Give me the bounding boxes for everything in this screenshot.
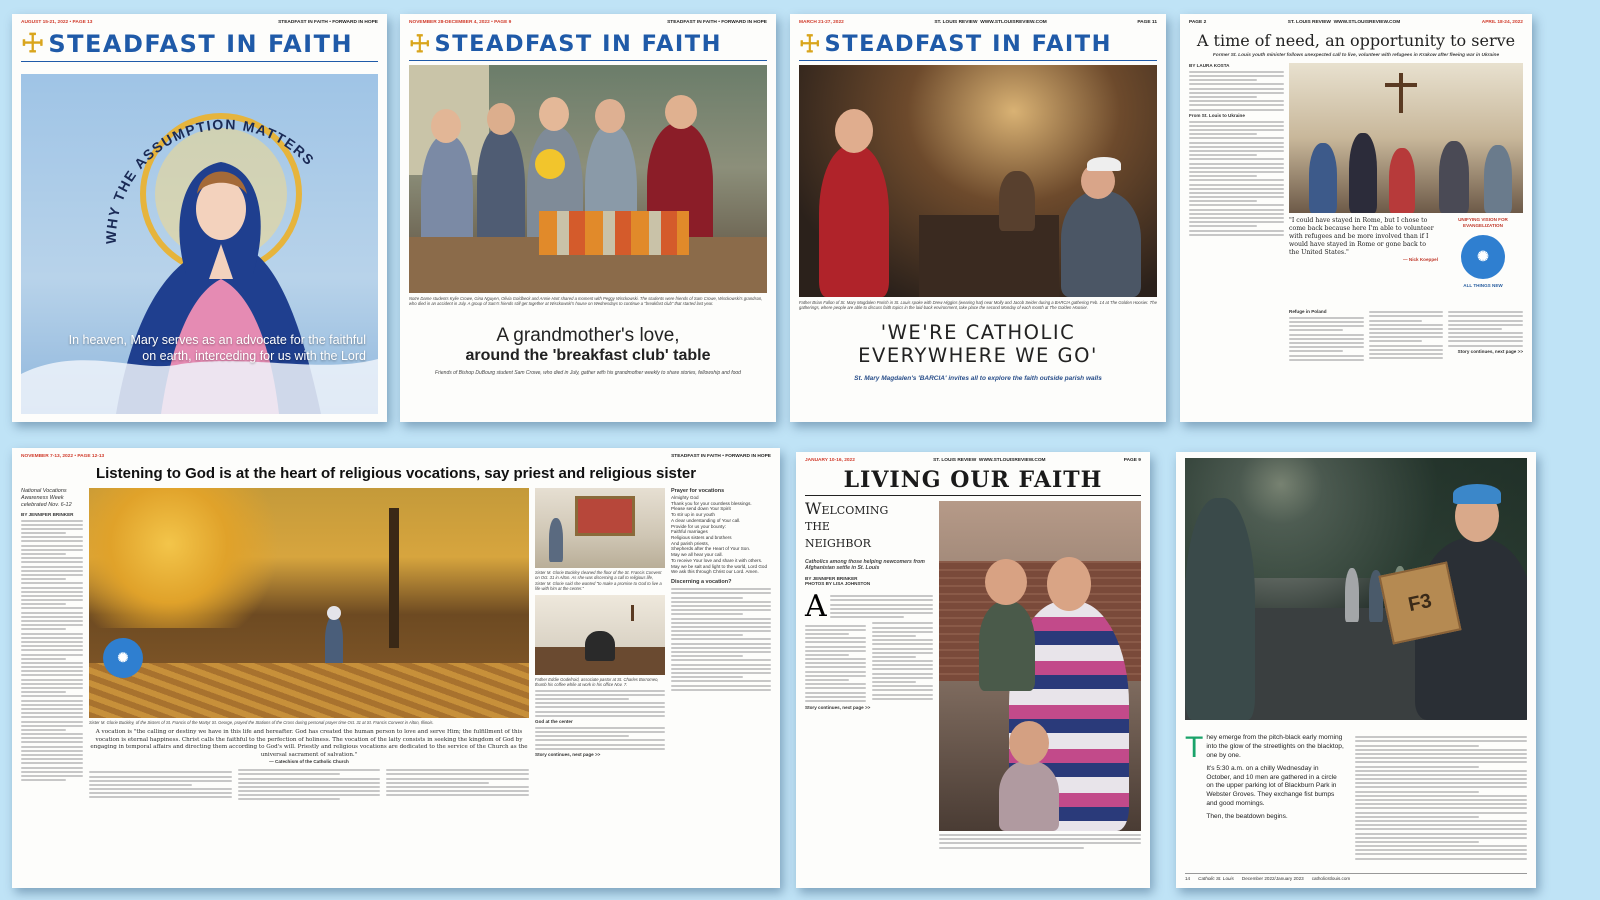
head bbox=[539, 97, 569, 131]
logo-text: ALL THINGS NEW bbox=[1463, 282, 1503, 288]
photo-caption: Father Brian Fallon of St. Mary Magdalen Parish in St. Louis spoke with Drew Higgins (wearing hat) near Molly and Jacob Seider during a BARCIA gathering Feb. 14 at The Golden Hoosier. The gatherings, where people are able to discuss faith topics in the laid-back environment, take place the second Monday of each month at The Golden Hoosier. bbox=[799, 300, 1157, 311]
person-drew-higgins bbox=[1061, 191, 1141, 297]
prayer-line: May we be salt and light to the world, Lord God bbox=[671, 563, 768, 569]
pull-quote-attribution: — Nick Koeppel bbox=[1403, 257, 1438, 263]
subhead: Catholics among those helping newcomers from Afghanistan settle in St. Louis bbox=[805, 558, 925, 572]
lede-paragraph-1: hey emerge from the pitch-black early morning into the glow of the streetlights on the blacktop, one by one. bbox=[1206, 734, 1344, 759]
kicker: National Vocations Awareness Week celebrated Nov. 6-12 bbox=[21, 488, 72, 508]
photo-caption: Sister M. Glorie Buckley cleaned the floor of the St. Francis Convent on Oct. 31 in Alton. As she was discerning a call to religious life, Sister M. Glorie said she wanted "to make a promise to God to live a life with him at the center." bbox=[535, 570, 662, 591]
afghan-family-photo bbox=[939, 501, 1141, 831]
headline-line2: around the 'breakfast club' table bbox=[465, 346, 711, 364]
prayer-line: A clear understanding of Your call. bbox=[671, 517, 741, 523]
subhead: St. Mary Magdalen's 'BARCIA' invites all to explore the faith outside parish walls bbox=[854, 375, 1102, 383]
f3-box: F3 bbox=[1378, 561, 1461, 644]
page-headline: A time of need, an opportunity to serve bbox=[1196, 31, 1516, 50]
section-title-line3: neighbor bbox=[805, 531, 871, 551]
prayer-line: Thank you for your countless blessings. bbox=[671, 500, 752, 506]
paper-name: ST. LOUIS REVIEW bbox=[1287, 20, 1331, 25]
page-number: PAGE 2 bbox=[1189, 20, 1207, 25]
page-headline: Listening to God is at the heart of religious vocations, say priest and religious sister bbox=[95, 465, 697, 482]
section-heading: From St. Louis to Ukraine bbox=[1189, 112, 1245, 118]
subhead: Friends of Bishop DuBourg student Sam Crowe, who died in July, gather with his grandmother weekly to share stories, fellowship and food bbox=[435, 369, 741, 376]
page-date: NOVEMBER 28-DECEMBER 4, 2022 • PAGE 9 bbox=[409, 20, 512, 25]
head bbox=[431, 109, 461, 143]
runner bbox=[1345, 568, 1359, 622]
convent-floor-photo bbox=[535, 488, 665, 568]
krakow-refugees-photo bbox=[1289, 63, 1523, 213]
prayer-title: Prayer for vocations bbox=[671, 488, 725, 494]
tree-trunk bbox=[389, 508, 399, 648]
caption-placeholder bbox=[939, 834, 1141, 849]
cross-icon: ☩ bbox=[21, 29, 45, 59]
section-title-line2: the bbox=[805, 515, 830, 534]
dropcap: A bbox=[805, 589, 827, 625]
juice-bottles bbox=[539, 211, 689, 255]
head bbox=[665, 95, 697, 129]
page-date: JANUARY 10-16, 2022 bbox=[805, 458, 855, 463]
section-heading: Refuge in Poland bbox=[1289, 308, 1327, 314]
crucifix-bar bbox=[1385, 83, 1417, 87]
prayer-line: And parish priests, bbox=[671, 540, 710, 546]
prayer-line: Shepherds after the Heart of Your Son. bbox=[671, 546, 751, 552]
masthead-title: STEADFAST IN FAITH bbox=[434, 30, 722, 57]
head bbox=[985, 559, 1027, 605]
footer-url: catholicstlouis.com bbox=[1311, 876, 1351, 882]
page-number: PAGE 11 bbox=[1137, 20, 1157, 25]
prayer-line: Please send down Your Spirit bbox=[671, 506, 731, 512]
prayer-line: Almighty God bbox=[671, 494, 699, 500]
paper-name: ST. LOUIS REVIEW bbox=[934, 20, 978, 25]
wall-cross bbox=[631, 605, 634, 621]
person bbox=[585, 631, 615, 661]
prayer-line: To receive Your love and share it with others. bbox=[671, 557, 763, 563]
all-things-new-logo: ✺ bbox=[1461, 235, 1505, 279]
dropcap: T bbox=[1185, 731, 1204, 764]
logo-caption: UNIFYING VISION FOR EVANGELIZATION bbox=[1458, 216, 1508, 228]
paper-name: ST. LOUIS REVIEW bbox=[933, 458, 977, 463]
crucifix bbox=[1399, 73, 1403, 113]
page-tagline: STEADFAST IN FAITH • FORWARD IN HOPE bbox=[671, 454, 771, 459]
section-heading: God at the center bbox=[535, 719, 573, 724]
prayer-line: Religious sisters and brothers bbox=[671, 535, 732, 541]
prayer-line: To stir up in our youth bbox=[671, 512, 715, 518]
sister-stations-photo bbox=[89, 488, 529, 718]
newspaper-page-breakfast-club bbox=[400, 14, 776, 422]
newspaper-page-assumption bbox=[12, 14, 387, 422]
paper-url: WWW.STLOUISREVIEW.COM bbox=[978, 458, 1046, 463]
pull-quote-source: — Catechism of the Catholic Church bbox=[269, 759, 349, 765]
arc-title-text: WHY THE ASSUMPTION MATTERS bbox=[102, 116, 319, 245]
pull-quote: "I could have stayed in Rome, but I chose to come back because here I'm able to volunteer with refugees and be more involved than if I would have stayed in Rome or gone back to the United States." bbox=[1289, 216, 1434, 257]
head bbox=[1009, 721, 1049, 765]
magazine-page-f3 bbox=[1176, 452, 1536, 888]
paper-url: WWW.STLOUISREVIEW.COM bbox=[1333, 20, 1401, 25]
person bbox=[549, 518, 563, 562]
svg-text:WHY THE ASSUMPTION MATTERS bbox=[103, 116, 318, 244]
story-continues: Story continues, next page >> bbox=[535, 752, 601, 758]
child-girl bbox=[999, 761, 1059, 831]
priest-office-photo bbox=[535, 595, 665, 675]
newspaper-page-barcia bbox=[790, 14, 1166, 422]
photo-caption: Notre Dame students Kylie Crowe, Gina Nguyen, Olivia Goldbeck and Annie Hart shared a moment with Peggy Wisckowski. The students were friends of Sam Crowe, Wisckowski's grandson, who died in an accident in July. A group of Sam's friends still get together at Wisckowski's house on Wednesdays to continue a "breakfast club" that started last year. bbox=[409, 296, 763, 307]
autumn-tree bbox=[89, 488, 289, 628]
masthead bbox=[799, 29, 1157, 61]
white-hat bbox=[1087, 157, 1121, 171]
photo-credit: PHOTOS BY LISA JOHNSTON bbox=[805, 581, 871, 587]
story-continues: Story continues, next page >> bbox=[1457, 348, 1524, 354]
page-headline: In heaven, Mary serves as an advocate for the faithful on earth, interceding for us with the Lord bbox=[68, 333, 366, 364]
page-headline: 'WE'RE CATHOLIC EVERYWHERE WE GO' bbox=[858, 320, 1098, 367]
person bbox=[1349, 133, 1377, 213]
page-tagline: STEADFAST IN FAITH • FORWARD IN HOPE bbox=[278, 20, 378, 25]
head bbox=[327, 606, 341, 620]
byline: BY JENNIFER BRINKER bbox=[21, 511, 74, 517]
prayer-list bbox=[671, 495, 771, 575]
page-date: AUGUST 15-21, 2022 • PAGE 13 bbox=[21, 20, 93, 25]
page-number: PAGE 9 bbox=[1123, 458, 1141, 463]
person-father-fallon bbox=[819, 145, 889, 297]
head bbox=[835, 109, 873, 153]
head bbox=[1047, 557, 1091, 611]
page-date: MARCH 21-27, 2022 bbox=[799, 20, 844, 25]
all-things-new-logo: ✺ bbox=[103, 638, 143, 678]
bar-counter bbox=[919, 215, 1059, 297]
footer-date: December 2022/January 2023 bbox=[1241, 876, 1304, 882]
sister-glorie bbox=[325, 616, 343, 668]
byline: BY JENNIFER BRINKER bbox=[805, 575, 858, 581]
f3-workout-photo bbox=[1185, 458, 1527, 720]
page-date: NOVEMBER 7-13, 2022 • PAGE 12-13 bbox=[21, 454, 105, 459]
masthead bbox=[21, 29, 378, 62]
section-title-line1: Welcoming bbox=[805, 499, 889, 518]
prayer-line: May we all hear your call. bbox=[671, 552, 723, 558]
leaves-ground bbox=[89, 663, 529, 718]
photo-caption: Father Eddie Godefroid, associate pastor at St. Charles Borromeo, thumb his coffee while at work in his office Nov. 7. bbox=[535, 677, 659, 688]
newspaper-page-vocations bbox=[12, 448, 780, 888]
byline: BY LAURA KOSTA bbox=[1189, 62, 1230, 68]
story-continues: Story continues, next page >> bbox=[805, 705, 871, 711]
paper-url: WWW.STLOUISREVIEW.COM bbox=[980, 20, 1047, 25]
bulletin-board bbox=[575, 496, 635, 536]
masthead bbox=[409, 29, 767, 61]
cross-icon: ☩ bbox=[799, 29, 821, 58]
toddler bbox=[979, 601, 1035, 691]
lede-paragraph-3: Then, the beatdown begins. bbox=[1206, 813, 1288, 821]
person bbox=[1389, 148, 1415, 213]
assumption-illustration bbox=[21, 74, 378, 414]
footer-title: Catholic St. Louis bbox=[1198, 876, 1234, 882]
person bbox=[1484, 145, 1512, 213]
breakfast-club-photo bbox=[409, 65, 767, 293]
person bbox=[1309, 143, 1337, 213]
headline-line1: A grandmother's love, bbox=[496, 324, 680, 346]
person bbox=[1439, 141, 1469, 213]
page-date: APRIL 18-24, 2022 bbox=[1481, 20, 1523, 25]
pull-quote bbox=[89, 729, 529, 765]
head bbox=[595, 99, 625, 133]
beanie bbox=[1453, 484, 1501, 504]
footer-page: 14 bbox=[1185, 876, 1191, 882]
discern-title: Discerning a vocation? bbox=[671, 579, 732, 586]
smiley-icon bbox=[535, 149, 565, 179]
prayer-line: We ask this through Christ our Lord. Amen. bbox=[671, 569, 759, 575]
man-foreground-left bbox=[1185, 498, 1255, 720]
lede-paragraph-2: It's 5:30 a.m. on a chilly Wednesday in October, and 10 men are gathered in a circle on the upper parking lot of Blackburn Park in Webster Groves. They exchange fist bumps and good mornings. bbox=[1206, 764, 1337, 808]
page-tagline: STEADFAST IN FAITH • FORWARD IN HOPE bbox=[667, 20, 767, 25]
newspaper-page-welcoming bbox=[796, 452, 1150, 888]
subhead: Former St. Louis youth minister follows unexpected call to live, volunteer with refugees in Krakow after fleeing war in Ukraine bbox=[1212, 53, 1500, 58]
prayer-line: Provide for us your bounty: bbox=[671, 523, 726, 529]
prayer-line: Faithful marriages bbox=[671, 529, 708, 535]
photo-caption: Sister M. Glorie Buckley, of the Sisters of St. Francis of the Martyr St. George, prayed the Stations of the Cross during personal prayer time Oct. 31 at St. Francis Convent in Alton, Illinois. bbox=[89, 720, 434, 725]
cross-icon: ☩ bbox=[409, 29, 431, 58]
masthead-title: STEADFAST IN FAITH bbox=[48, 30, 354, 58]
barcia-photo bbox=[799, 65, 1157, 297]
masthead-title: STEADFAST IN FAITH bbox=[824, 30, 1112, 57]
head bbox=[487, 103, 515, 135]
masthead-title: LIVING OUR FAITH bbox=[805, 467, 1141, 496]
newspaper-page-ukraine bbox=[1180, 14, 1532, 422]
pull-quote-text: A vocation is "the calling or destiny we have in this life and hereafter. God has created the human person to love and serve Him; the fulfillment of this vocation is eternal happiness. Christ calls the faithful to the perfection of holiness. The vocation of the laity consists in seeking the kingdom of God by engaging in temporal affairs and directing them according to God's will. Priestly and religious vocations are dedicated to the service of the Church as the universal sacrament of salvation." bbox=[90, 729, 528, 758]
page-footer bbox=[1185, 873, 1527, 882]
person-background bbox=[999, 171, 1035, 231]
